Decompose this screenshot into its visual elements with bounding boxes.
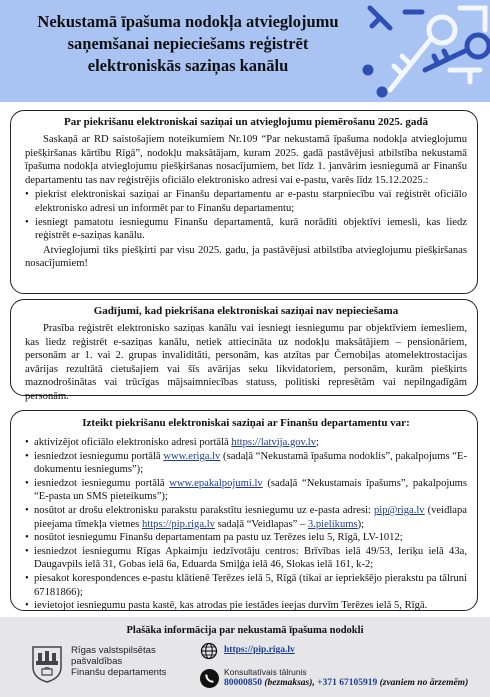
item-text: aktivizējot oficiālo elektronisko adresi portālā <box>34 437 232 448</box>
phone-free-note: (bezmaksas), <box>264 678 315 688</box>
list-item <box>25 450 467 477</box>
section-intro: Saskaņā ar RD saistošajiem noteikumiem Nr.109 “Par nekustamā īpašuma nodokļa atvieglojumu piešķiršanas kārtību Rīgā”, nodokļu maksātājam, kuram 2025. gadā pastāvējusi atbilstība nekustamā īpašuma nodokļa atvieglojumu piešķiršanas nosacījumiem, bet līdz 1. janvārim iesniegumā ar Finanšu departamentu tas nav reģistrējis oficiālo elektronisko adresi vai e-pastu, varēs līdz 15.12.2025.: <box>25 134 467 186</box>
list-item: • nosūtot iesniegumu Finanšu departamentam pa pastu uz Terēzes ielu 5, Rīgā, LV-1012; <box>25 531 467 545</box>
item-text: (sadaļā “Nekustamā īpašuma nodoklis”, pakalpojums “E-dokumentu iesniegums”); <box>34 450 467 476</box>
list-item: • piekrist elektroniskai saziņai ar Finanšu departamentu ar e-pastu starpniecību vai reģistrēt oficiālo elektronisko adresi un informēt par to Finanšu departamentu; <box>25 188 467 215</box>
email-link[interactable]: pip@riga.lv <box>373 504 425 516</box>
section-exemptions <box>10 299 478 402</box>
footer <box>0 617 490 697</box>
latvija-link[interactable]: https://latvija.gov.lv <box>231 437 317 448</box>
list-item <box>25 504 467 531</box>
list-item <box>25 436 467 450</box>
item-text: ; <box>316 437 319 448</box>
epakalpojumi-link[interactable]: www.epakalpojumi.lv <box>169 477 263 489</box>
section-heading: Par piekrišanu elektroniskai saziņai un atvieglojumu piemērošanu 2025. gadā <box>64 116 428 128</box>
phone-label: Konsultatīvais tālrunis <box>224 667 307 677</box>
header-banner <box>0 0 490 102</box>
list-item: • ievietojot iesniegumu pasta kastē, kas atrodas pie iestādes ieejas durvīm Terēzes ielā 5, Rīgā. <box>25 599 467 613</box>
section-how-to-consent <box>10 410 478 611</box>
list-item <box>25 477 467 504</box>
footer-title: Plašāka informācija par nekustamā īpašuma nodokli <box>126 625 364 636</box>
item-text: iesniedzot iesniegumu portālā <box>34 450 164 462</box>
page-title <box>8 11 368 77</box>
item-text: (sadaļā “Nekustamais īpašums”, pakalpojums “E-pasta un SMS pieteikums”); <box>34 477 467 503</box>
section-consent-2025 <box>10 110 478 294</box>
eriga-link[interactable]: www.eriga.lv <box>163 450 221 462</box>
list-item: • piesakot korespondences e-pastu klātienē Terēzes ielā 5, Rīgā (tikai ar iepriekšējo pierakstu pa tālruni 67181866); <box>25 572 467 599</box>
pip-link[interactable]: https://pip.riga.lv <box>141 518 215 530</box>
website-link[interactable]: https://pip.riga.lv <box>224 645 295 655</box>
section-outro: Atvieglojumi tiks piešķirti par visu 2025. gadu, ja pastāvējusi atbilstība atvieglojumu piešķiršanas nosacījumiem! <box>25 244 467 270</box>
list-item: • iesniedzot iesniegumu Rīgas Apkaimju iedzīvotāju centros: Brīvības ielā 49/53, Ieriķu ielā 43a, Daugavpils ielā 31, Gobas ielā 6a, Eduarda Smiļģa ielā 46, Slokas ielā 161, k-2; <box>25 545 467 572</box>
item-text: nosūtot ar drošu elektronisku parakstu parakstītu iesniegumu uz e-pasta adresi: <box>34 504 374 516</box>
phone-icon <box>200 669 219 688</box>
org-line: pašvaldības <box>71 656 123 667</box>
section-text: Prasība reģistrēt elektronisko saziņas kanālu vai iesniegt iesniegumu par objektīviem iemesliem, kas liedz reģistrēt e-saziņas kanālu, netiek attiecināta uz nodokļu maksātājiem – pensionāriem, personām ar 1. vai 2. grupas invaliditāti, personām, kas atzītas par Černobiļas atomelektrostacijas avārijas rezultātā cietušajiem vai šīs avārijas seku likvidatoriem, personām, kurām piešķirts maznodrošinātas vai trūcīgas mājsaimniecības statuss, politiski represētām vai nepilngadīgām personām. <box>25 323 467 402</box>
org-name <box>71 645 166 678</box>
phone-paid-note: (zvaniem no ārzemēm) <box>379 678 469 688</box>
phone-free[interactable]: 80000850 <box>224 678 262 688</box>
section-heading: Izteikt piekrišanu elektroniskai saziņai ar Finanšu departamentu var: <box>82 417 410 429</box>
item-text: sadaļā “Veidlapas” – <box>214 518 308 530</box>
appendix-link[interactable]: 3.pielikums <box>307 518 358 530</box>
riga-crest-icon <box>30 643 64 683</box>
options-list <box>25 188 467 242</box>
item-text: iesniedzot iesniegumu portālā <box>34 477 170 489</box>
phone-numbers <box>224 678 468 688</box>
title-line-2: saņemšanai nepieciešams reģistrēt <box>67 34 309 53</box>
globe-icon <box>200 642 218 660</box>
item-text: (veidlapa pieejama tīmekļa vietnes <box>34 504 468 530</box>
title-line-1: Nekustamā īpašuma nodokļa atvieglojumu <box>37 12 339 31</box>
keys-illustration-icon <box>330 0 490 102</box>
list-item: • iesniegt pamatotu iesniegumu Finanšu departamentā, kurā norādīti objektīvi iemesli, kas liedz reģistrēt e-saziņas kanālu. <box>25 216 467 243</box>
org-line: Finanšu departaments <box>71 667 167 678</box>
methods-list <box>25 436 467 613</box>
org-line: Rīgas valstspilsētas <box>71 645 156 656</box>
item-text: ); <box>357 518 365 530</box>
section-heading: Gadījumi, kad piekrišana elektroniskai saziņai nav nepieciešama <box>93 305 399 317</box>
phone-paid[interactable]: +371 67105919 <box>317 678 378 688</box>
title-line-3: elektroniskās saziņas kanālu <box>87 56 289 75</box>
